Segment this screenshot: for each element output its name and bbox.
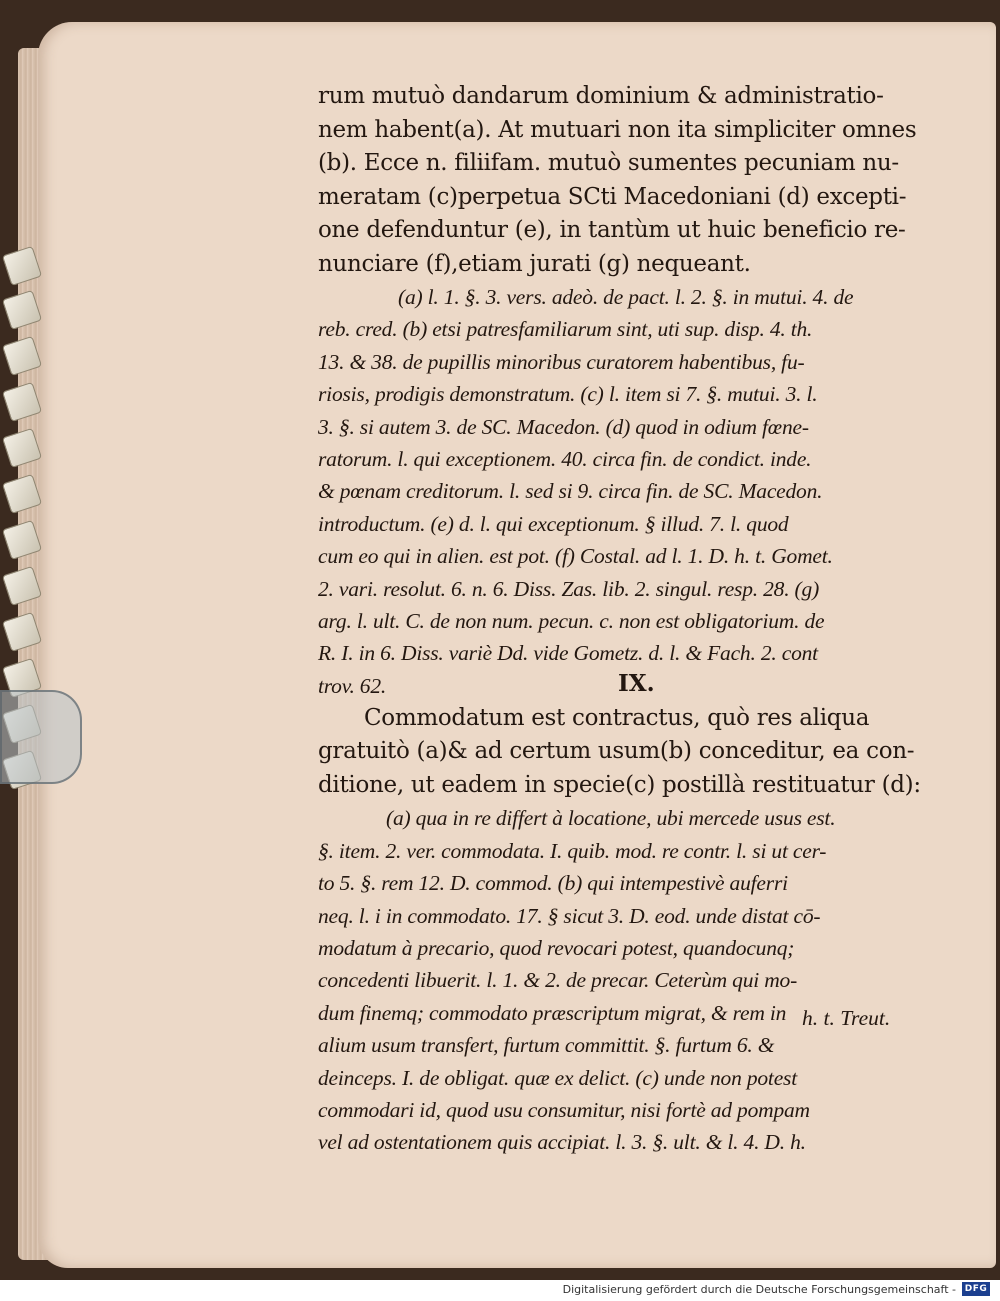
main-paragraph-1 bbox=[318, 80, 958, 281]
note-line: riosis, prodigis demonstratum. (c) l. item si 7. §. mutui. 3. l. bbox=[318, 382, 818, 407]
text-block bbox=[318, 80, 958, 1159]
main-line: ditione, ut eadem in specie(c) postillà restituatur (d): bbox=[318, 771, 921, 798]
note-line: reb. cred. (b) etsi patresfamiliarum sint, uti sup. disp. 4. th. bbox=[318, 317, 813, 342]
dfg-logo[interactable]: DFG bbox=[962, 1282, 990, 1296]
note-line: to 5. §. rem 12. D. commod. (b) qui intempestivè auferri bbox=[318, 871, 788, 896]
main-line: nem habent(a). At mutuari non ita simpliciter omnes bbox=[318, 116, 917, 143]
note-line: (a) l. 1. §. 3. vers. adeò. de pact. l. 2. §. in mutui. 4. de bbox=[398, 285, 854, 309]
section-number: IX. bbox=[618, 669, 655, 697]
main-line: nunciare (f),etiam jurati (g) nequeant. bbox=[318, 250, 751, 277]
footnotes-1 bbox=[318, 281, 958, 670]
note-line: neq. l. i in commodato. 17. § sicut 3. D. eod. unde distat cō- bbox=[318, 903, 821, 928]
note-line: concedenti libuerit. l. 1. & 2. de precar. Ceterùm qui mo- bbox=[318, 968, 798, 993]
note-line: commodari id, quod usu consumitur, nisi fortè ad pompam bbox=[318, 1098, 810, 1123]
note-line: dum finemq; commodato præscriptum migrat, & rem in bbox=[318, 1000, 787, 1025]
footer-bar bbox=[0, 1280, 1000, 1301]
note-line: ratorum. l. qui exceptionem. 40. circa fin. de condict. inde. bbox=[318, 447, 812, 472]
footnotes-2 bbox=[318, 802, 958, 1158]
note-line: (a) qua in re differt à locatione, ubi mercede usus est. bbox=[386, 806, 836, 831]
note-line: 13. & 38. de pupillis minoribus curatorem habentibus, fu- bbox=[318, 349, 805, 374]
note-line: 2. vari. resolut. 6. n. 6. Diss. Zas. lib. 2. singul. resp. 28. (g) bbox=[318, 576, 820, 601]
note-line: & pœnam creditorum. l. sed si 9. circa fin. de SC. Macedon. bbox=[318, 479, 823, 504]
note-line: cum eo qui in alien. est pot. (f) Costal. ad l. 1. D. h. t. Gomet. bbox=[318, 544, 833, 569]
note-line: §. item. 2. ver. commodata. I. quib. mod. re contr. l. si ut cer- bbox=[318, 838, 827, 863]
main-line: gratuitò (a)& ad certum usum(b) conceditur, ea con- bbox=[318, 738, 915, 765]
note-line: introductum. (e) d. l. qui exceptionum. § illud. 7. l. quod bbox=[318, 511, 789, 536]
note-line: vel ad ostentationem quis accipiat. l. 3. §. ult. & l. 4. D. h. bbox=[318, 1130, 806, 1155]
section-heading bbox=[318, 670, 958, 702]
main-line: (b). Ecce n. filiifam. mutuò sumentes pecuniam nu- bbox=[318, 150, 899, 176]
note-line: alium usum transfert, furtum committit. §. furtum 6. & bbox=[318, 1033, 775, 1058]
main-line: Commodatum est contractus, quò res aliqua bbox=[364, 704, 870, 731]
note-line: trov. 62. bbox=[318, 673, 387, 698]
funding-notice: Digitalisierung gefördert durch die Deutsche Forschungsgemeinschaft - bbox=[562, 1283, 956, 1296]
note-line: modatum à precario, quod revocari potest, quandocunq; bbox=[318, 936, 795, 960]
main-line: meratam (c)perpetua SCti Macedoniani (d) excepti- bbox=[318, 183, 907, 210]
main-line: one defenduntur (e), in tantùm ut huic beneficio re- bbox=[318, 217, 906, 243]
main-paragraph-2 bbox=[318, 702, 958, 803]
catchword: h. t. Treut. bbox=[802, 1006, 891, 1030]
note-line: deinceps. I. de obligat. quæ ex delict. (c) unde non potest bbox=[318, 1065, 797, 1090]
note-line: R. I. in 6. Diss. variè Dd. vide Gometz. d. l. & Fach. 2. cont bbox=[318, 641, 818, 666]
note-line: 3. §. si autem 3. de SC. Macedon. (d) quod in odium fœne- bbox=[318, 414, 809, 439]
note-line: arg. l. ult. C. de non num. pecun. c. non est obligatorium. de bbox=[318, 609, 825, 634]
main-line: rum mutuò dandarum dominium & administratio- bbox=[318, 83, 884, 109]
page-clip bbox=[0, 690, 82, 784]
